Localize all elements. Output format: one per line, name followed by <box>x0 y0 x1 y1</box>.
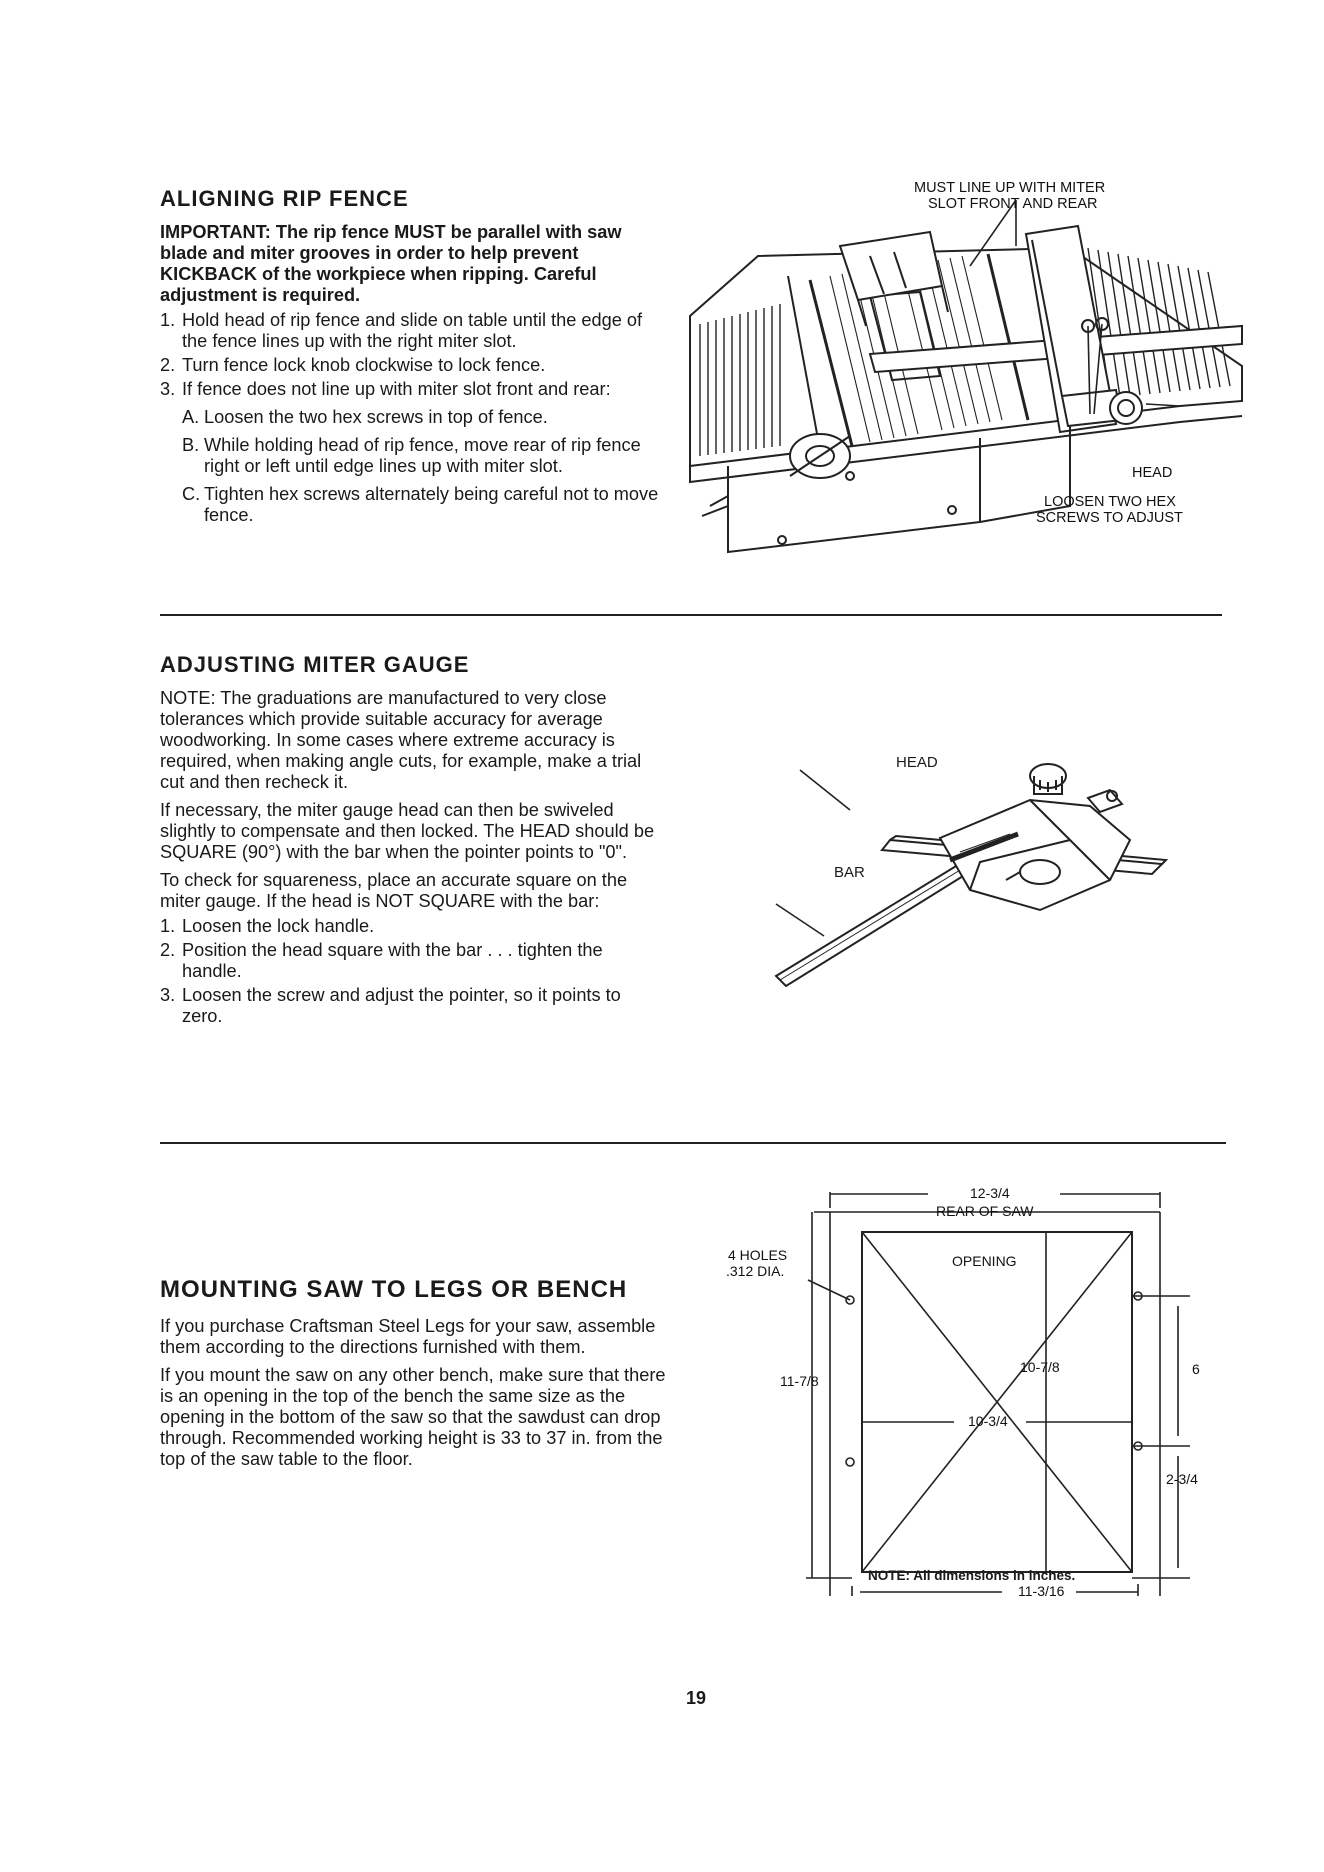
label-opening: OPENING <box>952 1253 1017 1269</box>
dimension-note: NOTE: All dimensions in inches. <box>868 1568 1076 1583</box>
section-divider <box>160 1142 1226 1144</box>
dim-bottom: 11-3/16 <box>1018 1583 1065 1596</box>
label-miter-head: HEAD <box>896 754 938 771</box>
list-item: B. While holding head of rip fence, move rear of rip fence right or left until edge lines up with miter slot. <box>182 435 641 476</box>
mounting-section <box>160 1276 670 1470</box>
miter-gauge-note: NOTE: The graduations are manufactured to very close tolerances which provide suitable accuracy for average woodworking. In some cases where extreme accuracy is required, when making angle cuts, for example, make a trial cut and then recheck it. <box>160 688 642 792</box>
miter-gauge-section <box>160 652 665 1027</box>
list-item: 3. Loosen the screw and adjust the pointer, so it points to zero. <box>160 985 621 1026</box>
miter-gauge-para3: To check for squareness, place an accurate square on the miter gauge. If the head is NOT SQUARE with the bar: <box>160 870 628 911</box>
list-item: A. Loosen the two hex screws in top of fence. <box>182 407 548 427</box>
miter-gauge-title: ADJUSTING MITER GAUGE <box>160 652 470 677</box>
dim-inner-v: 10-7/8 <box>1020 1359 1060 1375</box>
list-item: 3. If fence does not line up with miter slot front and rear: <box>160 379 611 399</box>
label-screws-1: LOOSEN TWO HEX <box>1044 494 1176 510</box>
rip-fence-section <box>160 186 665 526</box>
page-number: 19 <box>686 1688 707 1708</box>
section-divider <box>160 614 1222 616</box>
label-miter-bar: BAR <box>834 864 865 881</box>
mounting-title: MOUNTING SAW TO LEGS OR BENCH <box>160 1276 628 1303</box>
dim-right-upper: 6 <box>1192 1361 1200 1377</box>
mounting-para2: If you mount the saw on any other bench, make sure that there is an opening in the top of the bench the same size as the opening in the bottom of the saw so that the sawdust can drop through. Recommended working height is 33 to 37 in. from the top of the saw table to the floor. <box>160 1365 666 1469</box>
bench-opening-diagram <box>720 1176 1220 1596</box>
label-miter-line-2: SLOT FRONT AND REAR <box>928 196 1098 212</box>
rip-fence-title: ALIGNING RIP FENCE <box>160 186 409 211</box>
list-item: 2. Position the head square with the bar . . . tighten the handle. <box>160 940 603 981</box>
label-holes-2: .312 DIA. <box>726 1263 785 1279</box>
label-miter-line-1: MUST LINE UP WITH MITER <box>914 180 1106 196</box>
list-item: 2. Turn fence lock knob clockwise to lock fence. <box>160 355 546 375</box>
miter-gauge-para2: If necessary, the miter gauge head can then be swiveled slightly to compensate and then locked. The HEAD should be SQUARE (90°) with the bar when the pointer points to "0". <box>160 800 655 862</box>
rip-fence-important: IMPORTANT: The rip fence MUST be parallel with saw blade and miter grooves in order to help prevent KICKBACK of the workpiece when ripping. Careful adjustment is required. <box>160 222 622 305</box>
table-saw-illustration <box>670 176 1250 592</box>
dim-right-lower: 2-3/4 <box>1166 1471 1198 1487</box>
miter-gauge-illustration <box>770 740 1170 990</box>
list-item: 1. Hold head of rip fence and slide on table until the edge of the fence lines up with the right miter slot. <box>160 310 643 351</box>
list-item: C. Tighten hex screws alternately being careful not to move fence. <box>182 484 659 525</box>
label-rear-of-saw: REAR OF SAW <box>936 1203 1034 1219</box>
dim-left: 11-7/8 <box>780 1373 819 1389</box>
mounting-para1: If you purchase Craftsman Steel Legs for your saw, assemble them according to the directions furnished with them. <box>160 1316 656 1357</box>
label-holes-1: 4 HOLES <box>728 1247 788 1263</box>
dim-top: 12-3/4 <box>970 1185 1010 1201</box>
label-head: HEAD <box>1132 465 1173 481</box>
label-screws-2: SCREWS TO ADJUST <box>1036 510 1183 526</box>
rip-fence-steps <box>160 310 665 526</box>
list-item: 1. Loosen the lock handle. <box>160 916 375 936</box>
miter-gauge-steps <box>160 916 665 1027</box>
dim-inner-h: 10-3/4 <box>968 1413 1008 1429</box>
